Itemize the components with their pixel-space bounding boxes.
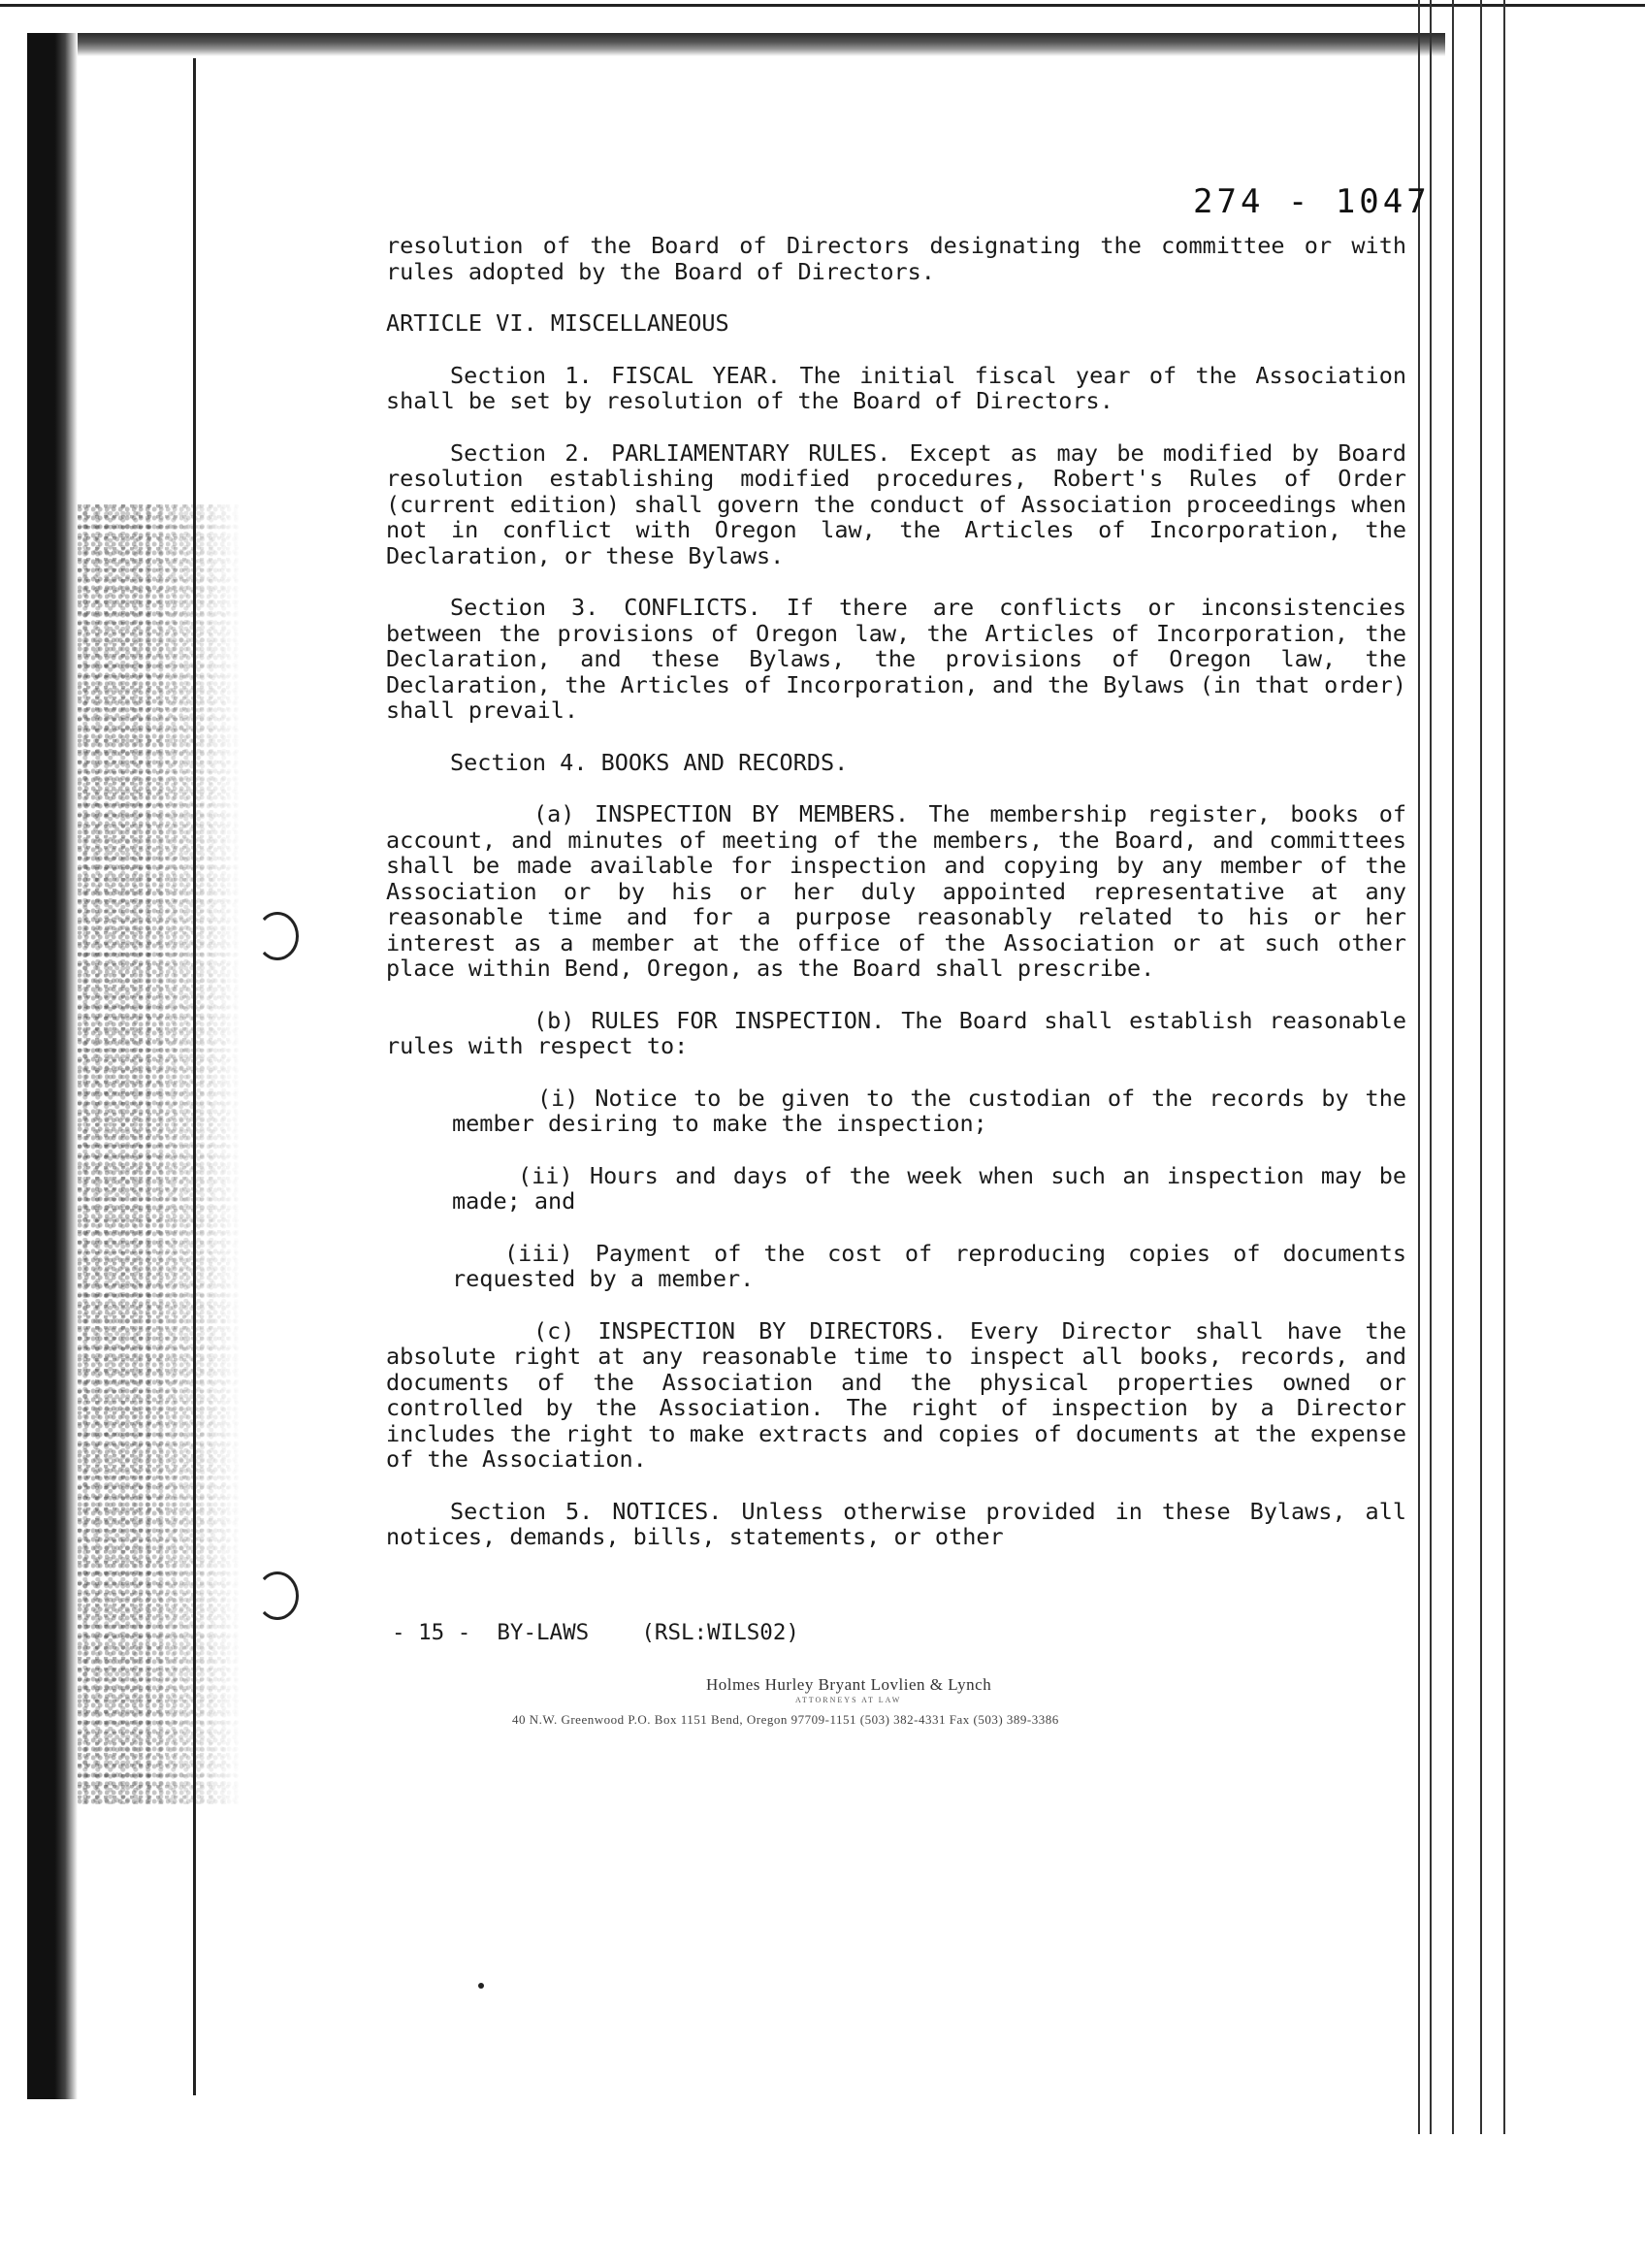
scan-top-rule <box>0 4 1645 7</box>
rule-iii-payment: (iii) Payment of the cost of reproducing copies of documents requested by a member. <box>452 1239 1406 1292</box>
scan-left-edge <box>27 33 78 2099</box>
binder-line <box>193 58 196 2095</box>
paragraph-continuation: resolution of the Board of Directors designating the committee or with rules adopted by the Board of Directors. <box>386 232 1406 285</box>
punch-hole <box>256 912 299 960</box>
section-4b-rules-for-inspection: (b) RULES FOR INSPECTION. The Board shall establish reasonable rules with respect to: <box>386 1006 1406 1059</box>
scan-right-line <box>1430 0 1432 2134</box>
section-4a-inspection-by-members: (a) INSPECTION BY MEMBERS. The membership register, books of account, and minutes of meeting of the members, the Board, and committees shall be made available for inspection and copying by any member of the Association or by his or her duly appointed representative at any reasonable time and for a purpose reasonably related to his or her interest as a member at the office of the Association or at such other place within Bend, Oregon, as the Board shall prescribe. <box>386 800 1406 982</box>
footer-reference: - 15 - BY-LAWS (RSL:WILS02) <box>392 1620 799 1645</box>
rule-ii-hours: (ii) Hours and days of the week when such an inspection may be made; and <box>452 1161 1406 1215</box>
section-2-parliamentary-rules: Section 2. PARLIAMENTARY RULES. Except as may be modified by Board resolution establishing modified procedures, Robert's Rules of Order (current edition) shall govern the conduct of Association proceedings when not in conflict with Oregon law, the Articles of Incorporation, the Declaration, or these Bylaws. <box>386 438 1406 569</box>
scan-right-line <box>1503 0 1505 2134</box>
scan-top-band <box>29 33 1445 56</box>
section-4c-inspection-by-directors: (c) INSPECTION BY DIRECTORS. Every Director shall have the absolute right at any reasonable time to inspect all books, records, and documents of the Association and the physical properties owned or controlled by the Association. The right of inspection by a Director includes the right to make extracts and copies of documents at the expense of the Association. <box>386 1316 1406 1473</box>
scan-dot <box>478 1983 484 1989</box>
section-5-notices: Section 5. NOTICES. Unless otherwise provided in these Bylaws, all notices, demands, bills, statements, or other <box>386 1497 1406 1550</box>
rule-i-notice: (i) Notice to be given to the custodian of the records by the member desiring to make the inspection; <box>452 1084 1406 1137</box>
letterhead-firm-name: Holmes Hurley Bryant Lovlien & Lynch <box>706 1675 992 1694</box>
scan-right-line <box>1418 0 1420 2134</box>
punch-hole <box>256 1571 299 1620</box>
scan-right-line <box>1452 0 1454 2134</box>
scan-speckle <box>78 504 242 1804</box>
page-number: 274 - 1047 <box>1193 182 1431 221</box>
letterhead-firm-subtitle: ATTORNEYS AT LAW <box>795 1696 902 1704</box>
section-3-conflicts: Section 3. CONFLICTS. If there are conflicts or inconsistencies between the provisions of Oregon law, the Articles of Incorporation, the Declaration, and these Bylaws, the provisions of Oregon law, the Declaration, the Articles of Incorporation, and the Bylaws (in that order) shall prevail. <box>386 594 1406 724</box>
article-heading: ARTICLE VI. MISCELLANEOUS <box>386 309 729 337</box>
section-1-fiscal-year: Section 1. FISCAL YEAR. The initial fiscal year of the Association shall be set by resolution of the Board of Directors. <box>386 361 1406 414</box>
document-body <box>386 233 1406 1576</box>
letterhead-address: 40 N.W. Greenwood P.O. Box 1151 Bend, Oregon 97709-1151 (503) 382-4331 Fax (503) 389-3386 <box>512 1712 1059 1727</box>
section-4-heading: Section 4. BOOKS AND RECORDS. <box>450 748 849 776</box>
scan-right-line <box>1480 0 1482 2134</box>
